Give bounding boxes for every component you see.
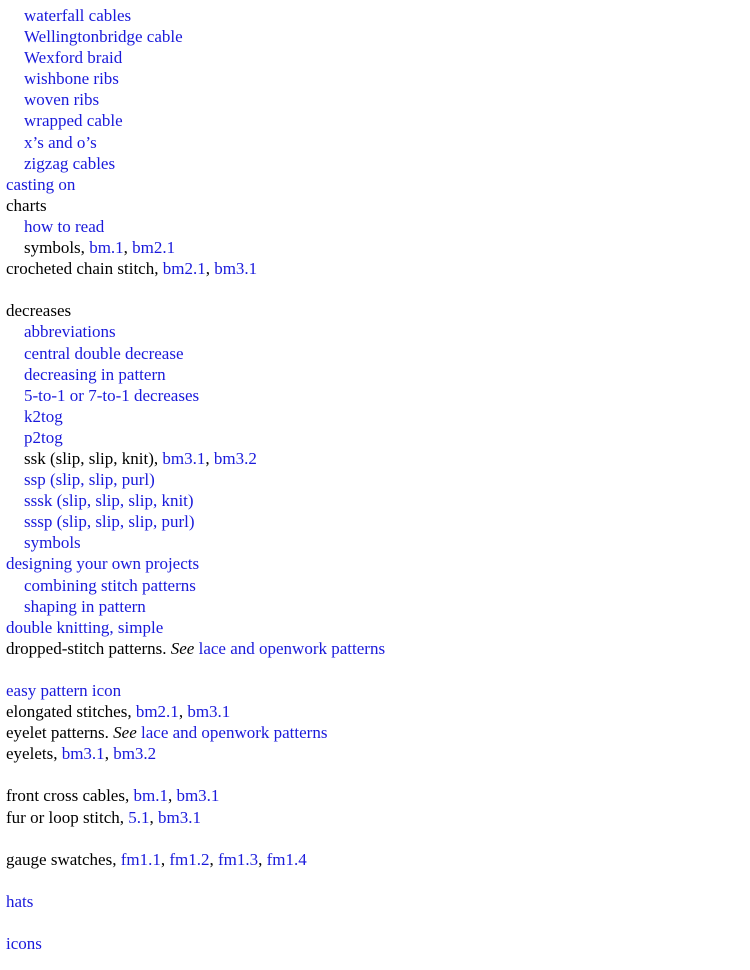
index-link[interactable]: bm2.1 [162, 259, 206, 279]
index-subentry [0, 321, 750, 342]
index-spacer [0, 828, 750, 849]
index-spacer [0, 659, 750, 680]
index-link[interactable]: symbols [24, 533, 81, 553]
index-link[interactable]: icons [6, 934, 42, 954]
index-link[interactable]: double knitting, simple [6, 617, 164, 637]
index-link[interactable]: ssp (slip, slip, purl) [24, 470, 155, 490]
index-subentry [0, 110, 750, 131]
index-link[interactable]: designing your own projects [6, 554, 200, 574]
index-link[interactable]: zigzag cables [24, 153, 116, 173]
index-link[interactable]: fm1.1 [120, 849, 161, 869]
index-link[interactable]: lace and openwork patterns [198, 638, 386, 658]
index-text: , [178, 702, 188, 722]
index-link[interactable]: bm3.1 [158, 807, 202, 827]
index-link[interactable]: bm3.1 [187, 702, 231, 722]
index-text: , [160, 849, 170, 869]
index-link[interactable]: hats [6, 891, 34, 911]
index-subentry [0, 469, 750, 490]
index-entry [0, 849, 750, 870]
index-entry [0, 701, 750, 722]
index-link[interactable]: fm1.4 [266, 849, 307, 869]
index-link[interactable]: 5.1 [128, 807, 150, 827]
index-link[interactable]: decreasing in pattern [24, 364, 166, 384]
index-subentry [0, 532, 750, 553]
index-entry [0, 807, 750, 828]
index-link[interactable]: wishbone ribs [24, 69, 119, 89]
index-subentry [0, 427, 750, 448]
index-link[interactable]: sssk (slip, slip, slip, knit) [24, 491, 194, 511]
index-subentry [0, 364, 750, 385]
index-text: charts [6, 195, 47, 215]
index-link[interactable]: p2tog [24, 427, 63, 447]
index-text: eyelets, [6, 744, 62, 764]
index-subentry [0, 385, 750, 406]
index-subentry [0, 511, 750, 532]
index-entry [0, 680, 750, 701]
index-entry [0, 258, 750, 279]
index-text: , [167, 786, 177, 806]
index-text: gauge swatches, [6, 849, 121, 869]
index-entry [0, 891, 750, 912]
index-link[interactable]: central double decrease [24, 343, 184, 363]
index-link[interactable]: fm1.3 [218, 849, 259, 869]
index-link[interactable]: bm.1 [133, 786, 168, 806]
index-link[interactable]: shaping in pattern [24, 596, 146, 616]
index-link[interactable]: 5-to-1 or 7-to-1 decreases [24, 385, 200, 405]
index-spacer [0, 912, 750, 933]
index-link[interactable]: k2tog [24, 406, 63, 426]
index-subentry [0, 448, 750, 469]
index-text: decreases [6, 301, 72, 321]
index-subentry [0, 596, 750, 617]
index-subentry [0, 68, 750, 89]
index-subentry [0, 343, 750, 364]
index-entry [0, 743, 750, 764]
index-text: front cross cables, [6, 786, 134, 806]
index-subentry [0, 89, 750, 110]
index-link[interactable]: abbreviations [24, 322, 116, 342]
index-link[interactable]: woven ribs [24, 90, 100, 110]
index-entry [0, 722, 750, 743]
index-entry [0, 617, 750, 638]
index-text: , [258, 849, 267, 869]
index-link[interactable]: how to read [24, 216, 105, 236]
index-spacer [0, 279, 750, 300]
index-link[interactable]: combining stitch patterns [24, 575, 196, 595]
index-link[interactable]: Wellingtonbridge cable [24, 27, 183, 47]
index-text: , [123, 238, 133, 258]
index-subentry [0, 490, 750, 511]
index-text: elongated stitches, [6, 702, 136, 722]
index-text: , [209, 849, 218, 869]
index-entry [0, 174, 750, 195]
index-text: fur or loop stitch, [6, 807, 129, 827]
index-spacer [0, 764, 750, 785]
index-spacer [0, 870, 750, 891]
see-reference-label: See [113, 723, 137, 743]
index-subentry [0, 47, 750, 68]
index-link[interactable]: fm1.2 [169, 849, 210, 869]
index-text: , [149, 807, 159, 827]
index-text: dropped-stitch patterns. [6, 638, 171, 658]
index-subentry [0, 406, 750, 427]
index-text: , [104, 744, 114, 764]
index-link[interactable]: bm3.2 [113, 744, 157, 764]
index-text: symbols, [24, 238, 90, 258]
index-text: , [205, 259, 215, 279]
index-text: , [205, 448, 214, 468]
index-entry [0, 300, 750, 321]
index-subentry [0, 26, 750, 47]
index-link[interactable]: casting on [6, 174, 76, 194]
index-link[interactable]: lace and openwork patterns [141, 723, 328, 743]
index-link[interactable]: bm3.1 [214, 259, 258, 279]
index-text: ssk (slip, slip, knit), [24, 448, 163, 468]
index-subentry [0, 216, 750, 237]
index-link[interactable]: bm.1 [89, 238, 124, 258]
index-entry [0, 933, 750, 954]
index-link[interactable]: bm2.1 [132, 238, 176, 258]
index-entry [0, 638, 750, 659]
index-subentry [0, 575, 750, 596]
index-link[interactable]: wrapped cable [24, 111, 123, 131]
index-entry [0, 785, 750, 806]
index-link[interactable]: x’s and o’s [24, 132, 97, 152]
index-subentry [0, 153, 750, 174]
index-text: eyelet patterns. [6, 723, 114, 743]
index-link[interactable]: bm3.2 [213, 448, 257, 468]
index-link[interactable]: sssp (slip, slip, slip, purl) [24, 512, 195, 532]
index-link[interactable]: bm3.1 [176, 786, 220, 806]
index-text: crocheted chain stitch, [6, 259, 163, 279]
index-link[interactable]: bm3.1 [61, 744, 105, 764]
index-entry [0, 553, 750, 574]
index-subentry [0, 237, 750, 258]
index-subentry [0, 132, 750, 153]
index-link[interactable]: bm3.1 [162, 448, 206, 468]
index-link[interactable]: Wexford braid [24, 48, 123, 68]
index-entry [0, 195, 750, 216]
index-subentry [0, 5, 750, 26]
see-reference-label: See [170, 638, 195, 658]
index-link[interactable]: bm2.1 [135, 702, 179, 722]
index-link[interactable]: waterfall cables [24, 6, 132, 25]
index-link[interactable]: easy pattern icon [6, 681, 122, 700]
